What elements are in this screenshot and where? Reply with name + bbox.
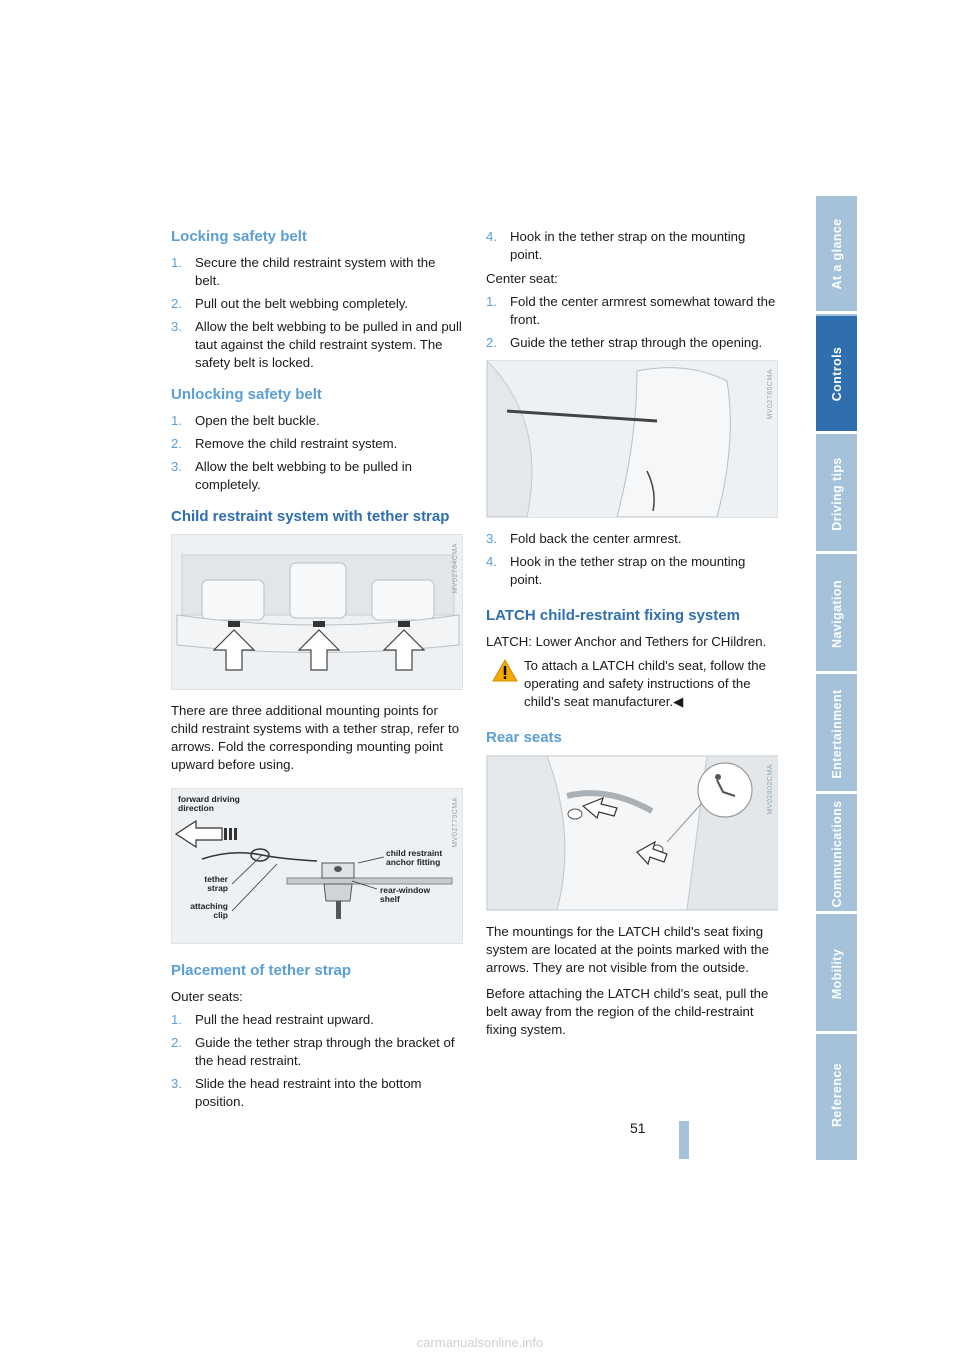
rear-seats-heading: Rear seats <box>486 729 562 746</box>
center-seat-steps <box>486 293 778 352</box>
placement-steps <box>171 1011 463 1111</box>
latch-intro: LATCH: Lower Anchor and Tethers for CHildren. <box>486 634 767 649</box>
mounting-points-paragraph: There are three additional mounting points for child restraint systems with a tether strap, refer to arrows. Fold the corresponding mounting point upward before using. <box>171 703 460 772</box>
tab-at-a-glance[interactable]: At a glance <box>816 196 857 314</box>
right-column <box>486 228 778 1044</box>
list-item: 2. Guide the tether strap through the opening. <box>486 335 763 350</box>
label-attaching-clip: attaching clip <box>190 901 228 920</box>
tab-mobility[interactable]: Mobility <box>816 916 857 1034</box>
rear-shelf-image <box>171 534 463 690</box>
tab-navigation[interactable]: Navigation <box>816 556 857 674</box>
list-item: 3. Allow the belt webbing to be pulled in completely. <box>171 459 413 492</box>
left-column <box>171 228 463 1117</box>
latch-belt-paragraph: Before attaching the LATCH child's seat, pull the belt away from the region of the child-restraint fixing system. <box>486 986 769 1037</box>
tab-reference[interactable]: Reference <box>829 1062 844 1128</box>
label-anchor-fitting: child restraint anchor fitting <box>386 848 443 867</box>
placement-steps-continued <box>486 228 778 264</box>
locking-steps <box>171 254 463 372</box>
image-code: MV02779CMA <box>452 797 459 848</box>
tab-controls[interactable]: Controls <box>816 316 857 434</box>
list-item: 1. Open the belt buckle. <box>171 413 320 428</box>
page-number: 51 <box>630 1120 646 1136</box>
tab-driving-tips[interactable]: Driving tips <box>816 436 857 554</box>
tab-communications[interactable]: Communications <box>816 796 857 914</box>
center-seat-label: Center seat: <box>486 271 558 286</box>
end-mark: ◀ <box>673 694 684 709</box>
list-item: 1. Secure the child restraint system with the belt. <box>171 255 436 288</box>
image-code: MV02802CMA <box>767 764 774 815</box>
rear-seats-image <box>486 755 778 911</box>
image-code: MV02784CMA <box>452 543 459 594</box>
chapter-sidebar <box>816 196 857 1160</box>
list-item: 3. Slide the head restraint into the bottom position. <box>171 1076 422 1109</box>
list-item: 2. Remove the child restraint system. <box>171 436 398 451</box>
latch-mountings-paragraph: The mountings for the LATCH child's seat fixing system are located at the points marked with the arrows. They are not visible from the outside. <box>486 924 769 975</box>
label-tether-strap: tether strap <box>204 874 228 893</box>
center-armrest-image <box>486 360 778 518</box>
outer-seats-label: Outer seats: <box>171 989 243 1004</box>
latch-warning <box>486 657 778 711</box>
list-item: 2. Guide the tether strap through the bracket of the head restraint. <box>171 1035 455 1068</box>
label-rear-window-shelf: rear-window shelf <box>380 885 431 904</box>
locking-heading: Locking safety belt <box>171 228 307 245</box>
label-forward-direction: forward driving direction <box>178 794 240 813</box>
image-code: MV02785CMA <box>767 369 774 420</box>
list-item: 4. Hook in the tether strap on the mounting point. <box>486 554 746 587</box>
unlocking-heading: Unlocking safety belt <box>171 386 322 403</box>
page-number-bar <box>679 1121 689 1159</box>
unlocking-steps <box>171 412 463 494</box>
list-item: 1. Pull the head restraint upward. <box>171 1012 374 1027</box>
list-item: 1. Fold the center armrest somewhat toward the front. <box>486 294 776 327</box>
list-item: 3. Fold back the center armrest. <box>486 531 682 546</box>
center-seat-steps-continued <box>486 530 778 589</box>
latch-heading: LATCH child-restraint fixing system <box>486 607 740 624</box>
list-item: 3. Allow the belt webbing to be pulled in and pull taut against the child restraint system. The safety belt is locked. <box>171 319 462 370</box>
list-item: 2. Pull out the belt webbing completely. <box>171 296 409 311</box>
watermark: carmanualsonline.info <box>416 1335 544 1350</box>
warning-triangle-icon <box>492 659 518 687</box>
warning-text: To attach a LATCH child's seat, follow the operating and safety instructions of the child's seat manufacturer.◀ <box>524 658 766 709</box>
placement-heading: Placement of tether strap <box>171 962 352 979</box>
tab-entertainment[interactable]: Entertainment <box>816 676 857 794</box>
tether-diagram-image <box>171 788 463 944</box>
tether-heading: Child restraint system with tether strap <box>171 508 450 525</box>
list-item: 4. Hook in the tether strap on the mounting point. <box>486 229 746 262</box>
